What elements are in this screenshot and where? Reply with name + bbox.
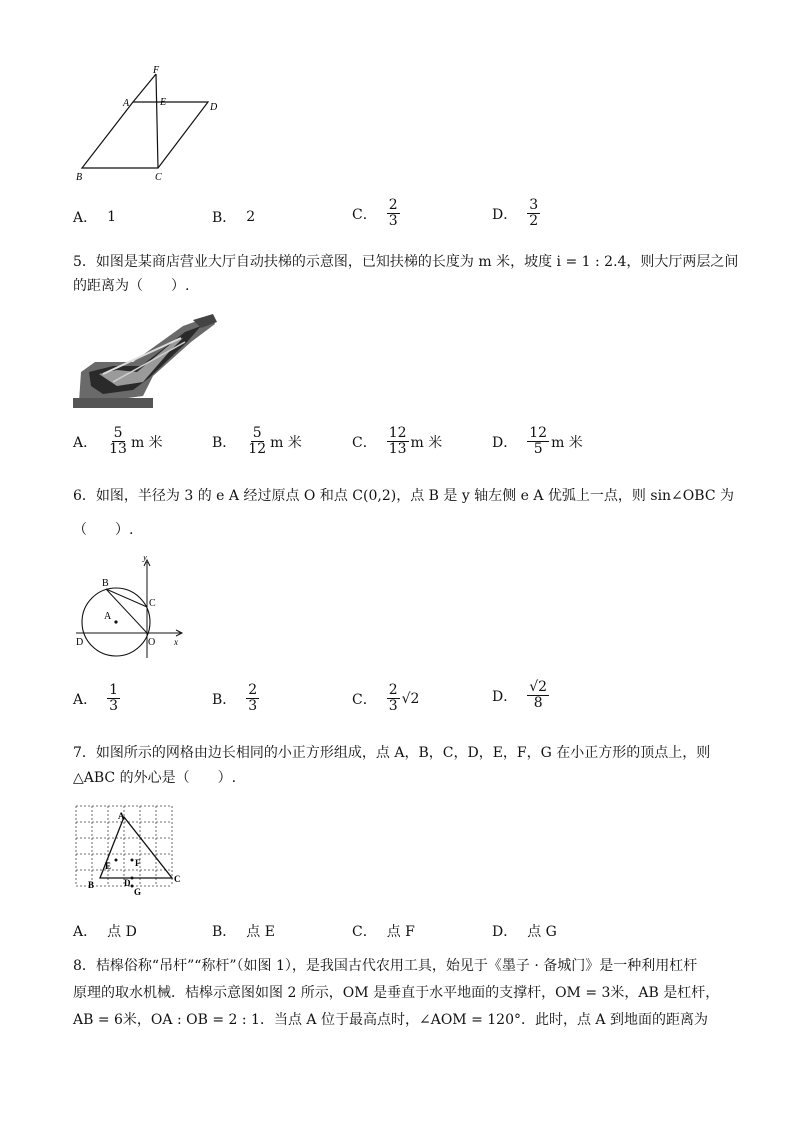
q5-stem-line2: 的距离为（ ）. xyxy=(73,278,190,294)
fraction: $\frac{2}{3}$ xyxy=(248,682,258,714)
q6-option-c[interactable]: C． $\frac{2}{3}$ √2 xyxy=(352,682,420,714)
q8-stem-line1: 8．桔槔俗称“吊杆”“称杆”（如图 1），是我国古代农用工具，始见于《墨子 · 备城门》是一种利用杠杆 xyxy=(73,958,698,974)
q4-option-c[interactable]: C． $\frac{2}{3}$ xyxy=(352,197,398,229)
svg-text:E: E xyxy=(105,861,112,871)
svg-text:G: G xyxy=(134,887,142,897)
fraction: $\frac{2}{3}$ xyxy=(388,682,398,714)
q7-stem-line2: △ABC 的外心是（ ）. xyxy=(73,770,237,786)
fraction: $\frac{5}{13}$ xyxy=(109,425,127,457)
q8-stem-line2: 原理的取水机械．桔槔示意图如图 2 所示，OM 是垂直于水平地面的支撑杆，OM = 3米，AB 是杠杆， xyxy=(73,985,720,1001)
svg-text:O: O xyxy=(148,637,156,648)
q7-option-b[interactable]: B． 点 E xyxy=(212,924,275,940)
svg-text:D: D xyxy=(76,637,84,648)
fraction: $\frac{2}{3}$ xyxy=(388,197,398,229)
fraction: $\frac{√2}{8}$ xyxy=(529,679,548,711)
label-e: E xyxy=(160,97,167,108)
label-d: D xyxy=(210,102,218,113)
q7-option-c[interactable]: C． 点 F xyxy=(352,924,415,940)
q6-option-b[interactable]: B． $\frac{2}{3}$ xyxy=(212,682,258,714)
segment-fa xyxy=(133,74,156,102)
q6-option-a[interactable]: A． $\frac{1}{3}$ xyxy=(73,682,119,714)
q6-circle-figure xyxy=(70,556,188,666)
fraction: $\frac{12}{13}$ xyxy=(388,425,407,457)
label-a: A xyxy=(123,98,130,109)
svg-text:C: C xyxy=(149,598,156,609)
q5-option-a[interactable]: A． $\frac{5}{13}$ m 米 xyxy=(73,425,163,457)
q7-stem-line1: 7．如图所示的网格由边长相同的小正方形组成，点 A，B，C，D，E，F，G 在小正方形的顶点上，则 xyxy=(73,745,711,761)
svg-text:y: y xyxy=(143,556,147,562)
svg-text:x: x xyxy=(174,637,178,647)
q5-option-c[interactable]: C． $\frac{12}{13}$ m 米 xyxy=(352,425,443,457)
q5-option-d[interactable]: D． $\frac{12}{5}$ m 米 xyxy=(492,425,583,457)
svg-text:B: B xyxy=(102,578,109,589)
fraction: $\frac{3}{2}$ xyxy=(529,197,539,229)
q4-option-a[interactable]: A． 1 xyxy=(73,209,117,226)
q4-option-b[interactable]: B． 2 xyxy=(212,209,256,226)
svg-text:F: F xyxy=(135,858,141,868)
q6-option-d[interactable]: D． $\frac{√2}{8}$ xyxy=(492,679,548,711)
label-f: F xyxy=(153,65,160,76)
q7-option-d[interactable]: D． 点 G xyxy=(492,924,557,940)
q4-parallelogram-figure xyxy=(70,62,230,187)
q4-option-d[interactable]: D． $\frac{3}{2}$ xyxy=(492,197,539,229)
label-c: C xyxy=(155,172,162,183)
q6-stem-line2: （ ）. xyxy=(73,522,134,538)
q6-stem-line1: 6．如图，半径为 3 的 e A 经过原点 O 和点 C(0,2)，点 B 是 y 轴左侧 e A 优弧上一点，则 sin∠OBC 为 xyxy=(73,488,734,504)
fraction: $\frac{12}{5}$ xyxy=(529,425,548,457)
q5-stem-line1: 5．如图是某商店营业大厅自动扶梯的示意图，已知扶梯的长度为 m 米，坡度 i = 1 : 2.4，则大厅两层之间 xyxy=(73,254,739,270)
q7-grid-figure xyxy=(72,802,184,900)
segment-fc xyxy=(156,74,158,168)
fraction: $\frac{1}{3}$ xyxy=(109,682,119,714)
q8-stem-line3: AB = 6米，OA : OB = 2 : 1．当点 A 位于最高点时，∠AOM = 120°．此时，点 A 到地面的距离为 xyxy=(73,1012,708,1028)
q5-escalator-photo xyxy=(73,312,221,408)
svg-text:A: A xyxy=(104,611,112,622)
svg-text:C: C xyxy=(174,874,181,884)
q5-option-b[interactable]: B． $\frac{5}{12}$ m 米 xyxy=(212,425,302,457)
q7-option-a[interactable]: A． 点 D xyxy=(73,924,137,940)
fraction: $\frac{5}{12}$ xyxy=(248,425,267,457)
svg-text:D: D xyxy=(124,878,131,888)
svg-text:B: B xyxy=(88,880,95,890)
label-b: B xyxy=(76,172,83,183)
svg-text:A: A xyxy=(118,811,125,821)
parallelogram-abcd xyxy=(82,102,208,168)
